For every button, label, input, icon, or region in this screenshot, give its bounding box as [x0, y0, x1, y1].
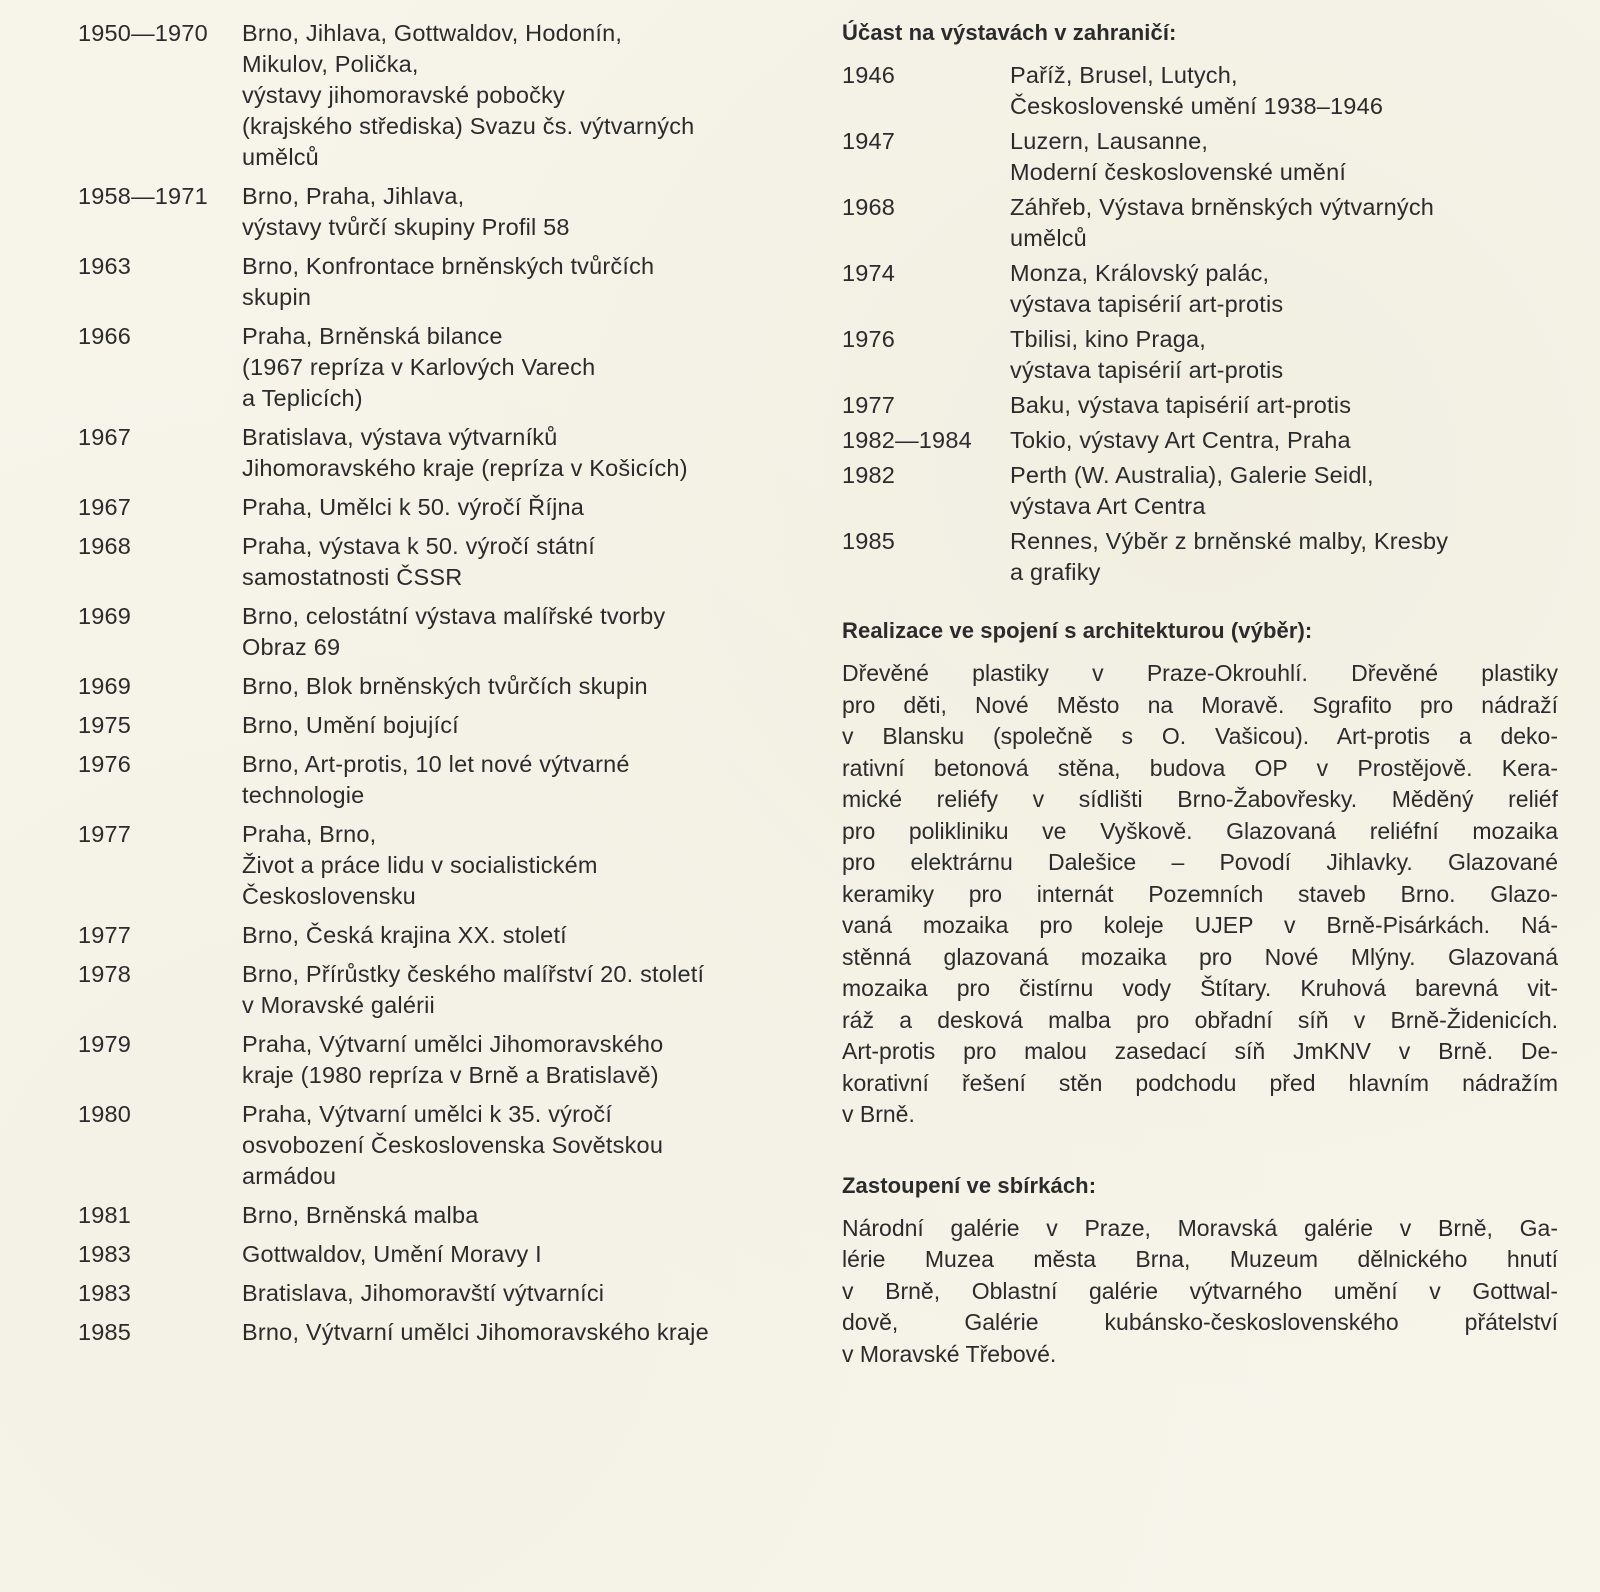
exhibition-description	[242, 749, 818, 811]
paragraph-line: pro polikliniku ve Vyškově. Glazovaná reliéfní mozaika	[842, 817, 1558, 844]
exhibition-description-line: výstavy jihomoravské pobočky	[242, 82, 565, 108]
exhibition-date: 1946	[842, 62, 896, 88]
exhibition-date: 1976	[842, 326, 896, 352]
exhibition-description-line: umělců	[1010, 225, 1087, 251]
exhibition-description-line: Perth (W. Australia), Galerie Seidl,	[1010, 462, 1374, 488]
exhibition-description-line: Brno, Jihlava, Gottwaldov, Hodonín,	[242, 20, 623, 46]
architecture-section	[842, 616, 1558, 1131]
exhibition-description-line: Záhřeb, Výstava brněnských výtvarných	[1010, 194, 1435, 220]
paragraph-line: Art-protis pro malou zasedací síň JmKNV v Brně. De-	[842, 1038, 1558, 1064]
paragraph-line: v Brně.	[842, 1101, 915, 1127]
exhibition-date: 1977	[842, 392, 896, 418]
exhibition-description-line: Paříž, Brusel, Lutych,	[1010, 62, 1238, 88]
exhibition-entry	[842, 258, 1558, 320]
exhibition-entry	[78, 251, 818, 313]
paragraph-line: rativní betonová stěna, budova OP v Prostějově. Kera-	[842, 754, 1558, 781]
exhibition-description-line: Tbilisi, kino Praga,	[1010, 326, 1206, 352]
exhibition-description-line: Monza, Královský palác,	[1010, 260, 1270, 286]
exhibition-description-line: Brno, Praha, Jihlava,	[242, 183, 465, 209]
exhibition-description-line: technologie	[242, 782, 365, 808]
exhibition-date: 1981	[78, 1202, 132, 1228]
foreign-exhibitions-section	[842, 18, 1558, 588]
exhibition-description	[242, 1200, 818, 1231]
paragraph-line: lérie Muzea města Brna, Muzeum dělnického hnutí	[842, 1246, 1558, 1272]
exhibition-date: 1977	[78, 821, 132, 847]
paragraph-line: Dřevěné plastiky v Praze-Okrouhlí. Dřevěné plastiky	[842, 660, 1558, 686]
exhibition-description	[242, 492, 818, 523]
exhibition-date: 1985	[78, 1319, 132, 1345]
architecture-heading: Realizace ve spojení s architekturou (výběr):	[842, 618, 1313, 643]
exhibition-date: 1977	[78, 922, 132, 948]
exhibition-description-line: Mikulov, Polička,	[242, 51, 419, 77]
exhibition-description-line: Brno, Blok brněnských tvůrčích skupin	[242, 673, 648, 699]
foreign-exhibitions-heading: Účast na výstavách v zahraničí:	[842, 20, 1177, 45]
exhibition-entry	[842, 425, 1558, 456]
exhibition-description	[242, 1099, 818, 1192]
exhibition-description	[242, 1278, 818, 1309]
exhibition-description-line: (1967 repríza v Karlových Varech	[242, 354, 596, 380]
exhibition-description	[242, 321, 818, 414]
exhibition-entry	[78, 601, 818, 663]
exhibition-description-line: a Teplicích)	[242, 385, 363, 411]
exhibition-description-line: Brno, Umění bojující	[242, 712, 459, 738]
exhibition-entry	[78, 181, 818, 243]
exhibition-description	[242, 671, 818, 702]
paragraph-line: stěnná glazovaná mozaika pro Nové Mlýny. Glazovaná	[842, 943, 1558, 970]
exhibition-description	[1010, 258, 1558, 320]
exhibition-description-line: Obraz 69	[242, 634, 341, 660]
exhibition-description-line: výstava tapisérií art-protis	[1010, 291, 1284, 317]
exhibition-date: 1980	[78, 1101, 132, 1127]
exhibition-description-line: Gottwaldov, Umění Moravy I	[242, 1241, 542, 1267]
exhibition-description	[242, 1317, 818, 1348]
exhibition-date: 1982—1984	[842, 427, 972, 453]
exhibition-description-line: Praha, Výtvarní umělci k 35. výročí	[242, 1101, 613, 1127]
exhibition-description-line: armádou	[242, 1163, 337, 1189]
exhibition-entry	[78, 422, 818, 484]
exhibition-entry	[78, 749, 818, 811]
exhibition-description	[1010, 324, 1558, 386]
exhibition-date: 1975	[78, 712, 132, 738]
exhibition-date: 1947	[842, 128, 896, 154]
paragraph-line: korativní řešení stěn podchodu před hlavním nádražím	[842, 1069, 1558, 1096]
exhibition-description-line: Praha, Výtvarní umělci Jihomoravského	[242, 1031, 664, 1057]
exhibition-entry	[842, 324, 1558, 386]
paragraph-line: v Brně, Oblastní galérie výtvarného umění v Gottwal-	[842, 1277, 1558, 1304]
exhibition-entry	[78, 819, 818, 912]
exhibition-entry	[78, 1239, 818, 1270]
exhibition-description-line: Moderní československé umění	[1010, 159, 1347, 185]
exhibition-description-line: Brno, Výtvarní umělci Jihomoravského kraje	[242, 1319, 709, 1345]
exhibition-entry	[842, 60, 1558, 122]
paragraph-line: ráž a desková malba pro obřadní síň v Brně-Židenicích.	[842, 1006, 1558, 1033]
exhibition-description	[242, 710, 818, 741]
exhibition-date: 1974	[842, 260, 896, 286]
exhibition-date: 1982	[842, 462, 896, 488]
exhibition-entry	[842, 390, 1558, 421]
exhibition-description	[242, 181, 818, 243]
paragraph-line: dově, Galérie kubánsko-československého přátelství	[842, 1309, 1558, 1335]
exhibition-description	[242, 1029, 818, 1091]
exhibition-entry	[842, 126, 1558, 188]
exhibition-date: 1967	[78, 424, 132, 450]
exhibition-entry	[78, 531, 818, 593]
architecture-paragraph	[842, 658, 1558, 1131]
exhibition-date: 1976	[78, 751, 132, 777]
exhibition-description	[242, 601, 818, 663]
exhibition-description	[1010, 60, 1558, 122]
foreign-exhibitions-list	[842, 60, 1558, 588]
exhibition-date: 1985	[842, 528, 896, 554]
exhibition-description-line: v Moravské galérii	[242, 992, 435, 1018]
exhibition-entry	[78, 1317, 818, 1348]
exhibition-entry	[78, 920, 818, 951]
paragraph-line: pro elektrárnu Dalešice – Povodí Jihlavky. Glazované	[842, 849, 1558, 875]
exhibition-description-line: Luzern, Lausanne,	[1010, 128, 1209, 154]
exhibition-description	[1010, 390, 1558, 421]
exhibition-description-line: kraje (1980 repríza v Brně a Bratislavě)	[242, 1062, 659, 1088]
exhibition-description-line: výstava Art Centra	[1010, 493, 1206, 519]
exhibition-description-line: Bratislava, Jihomoravští výtvarníci	[242, 1280, 605, 1306]
exhibition-description	[1010, 126, 1558, 188]
exhibition-date: 1966	[78, 323, 132, 349]
exhibition-entry	[78, 1029, 818, 1091]
exhibition-description-line: osvobození Československa Sovětskou	[242, 1132, 664, 1158]
collections-section	[842, 1171, 1558, 1371]
exhibition-entry	[78, 1278, 818, 1309]
exhibition-description-line: Brno, celostátní výstava malířské tvorby	[242, 603, 666, 629]
paragraph-line: Národní galérie v Praze, Moravská galérie v Brně, Ga-	[842, 1214, 1558, 1241]
exhibition-description-line: Rennes, Výběr z brněnské malby, Kresby	[1010, 528, 1449, 554]
exhibition-description	[242, 959, 818, 1021]
exhibition-entry	[78, 710, 818, 741]
exhibition-description	[242, 531, 818, 593]
paragraph-line: v Blansku (společně s O. Vašicou). Art-protis a deko-	[842, 723, 1558, 749]
exhibition-description	[242, 422, 818, 484]
exhibition-description-line: výstavy tvůrčí skupiny Profil 58	[242, 214, 570, 240]
exhibition-date: 1983	[78, 1241, 132, 1267]
exhibition-description-line: Brno, Přírůstky českého malířství 20. století	[242, 961, 705, 987]
exhibition-description-line: Tokio, výstavy Art Centra, Praha	[1010, 427, 1351, 453]
exhibition-entry	[78, 1099, 818, 1192]
exhibition-description-line: Praha, Brněnská bilance	[242, 323, 503, 349]
exhibition-date: 1979	[78, 1031, 132, 1057]
exhibition-description-line: Brno, Art-protis, 10 let nové výtvarné	[242, 751, 630, 777]
paragraph-line: pro děti, Nové Město na Moravě. Sgrafito pro nádraží	[842, 691, 1558, 718]
exhibition-date: 1967	[78, 494, 132, 520]
exhibition-date: 1969	[78, 603, 132, 629]
paragraph-line: keramiky pro internát Pozemních staveb Brno. Glazo-	[842, 880, 1558, 907]
exhibition-entry	[842, 192, 1558, 254]
exhibition-date: 1968	[842, 194, 896, 220]
exhibition-description	[1010, 192, 1558, 254]
exhibition-entry	[78, 18, 818, 173]
exhibition-description-line: Jihomoravského kraje (repríza v Košicích)	[242, 455, 688, 481]
exhibition-description-line: Baku, výstava tapisérií art-protis	[1010, 392, 1352, 418]
exhibition-description-line: Československé umění 1938–1946	[1010, 93, 1384, 119]
exhibition-date: 1950—1970	[78, 20, 208, 46]
exhibition-date: 1983	[78, 1280, 132, 1306]
collections-heading: Zastoupení ve sbírkách:	[842, 1172, 1097, 1198]
exhibition-date: 1978	[78, 961, 132, 987]
exhibition-description-line: samostatnosti ČSSR	[242, 564, 463, 590]
exhibition-entry	[78, 1200, 818, 1231]
exhibition-description-line: výstava tapisérií art-protis	[1010, 357, 1284, 383]
exhibition-description-line: Brno, Brněnská malba	[242, 1202, 479, 1228]
exhibition-entry	[842, 460, 1558, 522]
exhibition-date: 1969	[78, 673, 132, 699]
collections-paragraph	[842, 1213, 1558, 1371]
exhibition-description-line: Brno, Česká krajina XX. století	[242, 922, 567, 948]
exhibition-description	[242, 1239, 818, 1270]
exhibition-date: 1968	[78, 533, 132, 559]
exhibition-description	[242, 18, 818, 173]
exhibition-description-line: Praha, Brno,	[242, 821, 377, 847]
exhibition-description-line: Brno, Konfrontace brněnských tvůrčích	[242, 253, 655, 279]
exhibition-description-line: a grafiky	[1010, 559, 1101, 585]
domestic-exhibitions-list	[78, 18, 818, 1356]
exhibition-description-line: Československu	[242, 883, 416, 909]
paragraph-line: v Moravské Třebové.	[842, 1340, 1057, 1367]
exhibition-entry	[842, 526, 1558, 588]
exhibition-entry	[78, 959, 818, 1021]
paragraph-line: vaná mozaika pro koleje UJEP v Brně-Pisárkách. Ná-	[842, 912, 1558, 938]
exhibition-description-line: (krajského střediska) Svazu čs. výtvarných	[242, 113, 695, 139]
exhibition-description	[1010, 425, 1558, 456]
exhibition-description-line: Bratislava, výstava výtvarníků	[242, 424, 558, 450]
exhibition-description	[1010, 460, 1558, 522]
exhibition-description-line: umělců	[242, 144, 319, 170]
exhibition-description-line: Praha, výstava k 50. výročí státní	[242, 533, 595, 559]
exhibition-description	[1010, 526, 1558, 588]
exhibition-entry	[78, 321, 818, 414]
exhibition-description-line: Praha, Umělci k 50. výročí Října	[242, 494, 585, 520]
exhibition-description	[242, 251, 818, 313]
exhibition-description	[242, 819, 818, 912]
exhibition-description-line: Život a práce lidu v socialistickém	[242, 852, 598, 878]
right-column	[842, 18, 1558, 1394]
paragraph-line: mozaika pro čistírnu vody Štítary. Kruhová barevná vit-	[842, 975, 1558, 1001]
paragraph-line: mické reliéfy v sídlišti Brno-Žabovřesky. Měděný reliéf	[842, 786, 1558, 812]
exhibition-entry	[78, 492, 818, 523]
exhibition-entry	[78, 671, 818, 702]
exhibition-date: 1963	[78, 253, 132, 279]
exhibition-date: 1958—1971	[78, 183, 208, 209]
exhibition-description	[242, 920, 818, 951]
exhibition-description-line: skupin	[242, 284, 312, 310]
